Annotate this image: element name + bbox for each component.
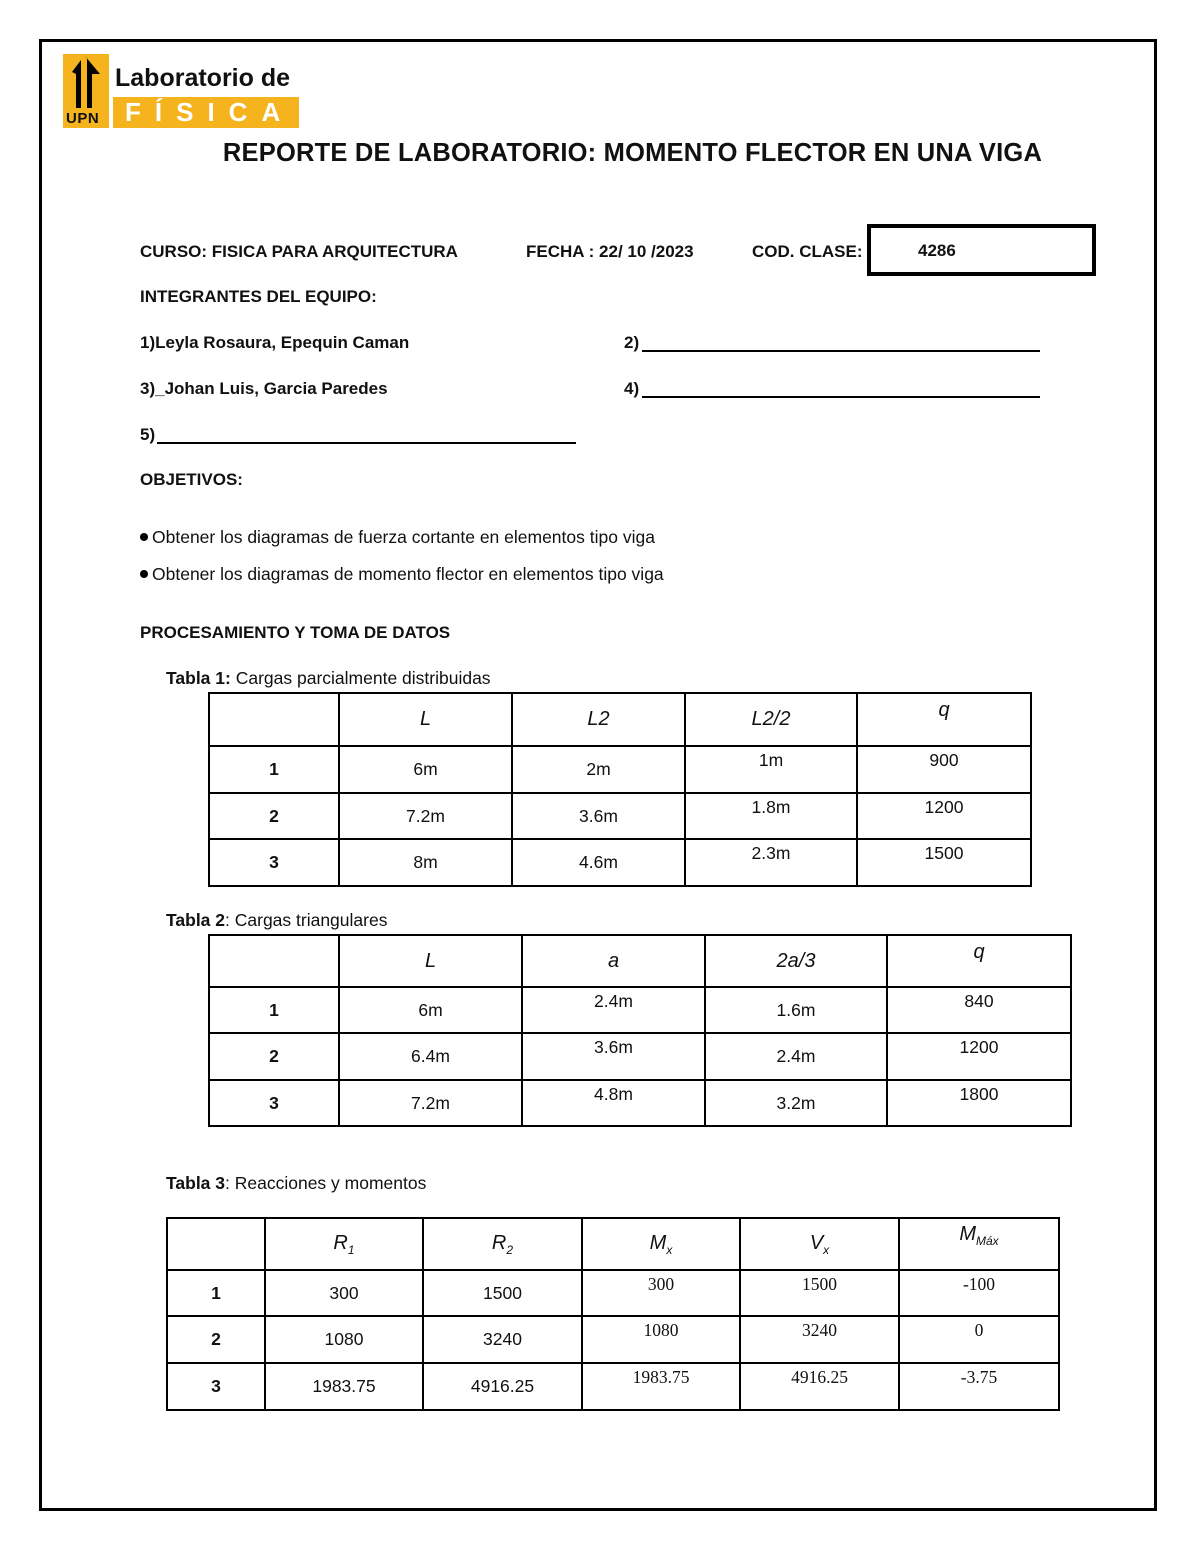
table-cell [582, 1363, 740, 1410]
cod-clase-box [867, 224, 1096, 276]
member-1: 1)Leyla Rosaura, Epequin Caman [140, 333, 410, 352]
member-5-line [157, 442, 576, 444]
table-cell-text: 1500 [802, 1273, 837, 1294]
table-cell-text: 900 [929, 750, 959, 770]
objective-2 [140, 564, 664, 585]
table-cell: 2m [512, 746, 685, 793]
table-cell-text: 4.8m [594, 1083, 633, 1104]
table2-header-cell [887, 935, 1071, 987]
table2 [208, 934, 1072, 1127]
table-row [167, 1316, 1059, 1363]
table-cell [887, 987, 1071, 1033]
table-cell-text: 1m [758, 750, 784, 770]
table1-caption-bold: Tabla 1: [166, 668, 231, 688]
row-number: 3 [209, 839, 339, 886]
table-cell-text: 3.6m [594, 1037, 633, 1057]
table3-header-cell [265, 1218, 423, 1270]
logo-mark [63, 54, 109, 128]
table-cell: 8m [339, 839, 512, 886]
table3-caption-text: : Reacciones y momentos [225, 1173, 427, 1193]
objective-1-text: Obtener los diagramas de fuerza cortante en elementos tipo viga [152, 527, 655, 547]
fecha-label: FECHA : 22/ 10 /2023 [526, 242, 694, 261]
table-cell: 6m [339, 987, 522, 1033]
table-cell [740, 1270, 899, 1316]
row-number: 1 [209, 746, 339, 793]
table-cell [740, 1363, 899, 1410]
member-2-line [642, 350, 1040, 352]
table1-header-cell [857, 693, 1031, 746]
table2-header-cell: a [522, 935, 705, 987]
logo-line1: Laboratorio de [115, 64, 291, 92]
table2-corner [209, 935, 339, 987]
team-label: INTEGRANTES DEL EQUIPO: [140, 287, 377, 306]
table-cell-text: -3.75 [960, 1367, 998, 1387]
row-number: 3 [209, 1080, 339, 1126]
table-cell-text: 1200 [959, 1037, 999, 1057]
objective-1 [140, 527, 655, 548]
table-row [209, 839, 1031, 886]
member-4-line [642, 396, 1040, 398]
row-number: 1 [209, 987, 339, 1033]
table-cell: 6.4m [339, 1033, 522, 1080]
table2-caption-bold: Tabla 2 [166, 910, 226, 930]
table-cell [740, 1316, 899, 1363]
table-cell-text: 4916.25 [791, 1367, 848, 1387]
header-main: M [649, 1231, 667, 1254]
table-cell: 1983.75 [265, 1363, 423, 1410]
table-cell [857, 839, 1031, 886]
table-cell-text: 0 [974, 1320, 984, 1340]
table3-caption [166, 1173, 426, 1194]
table1-header-cell: L [339, 693, 512, 746]
curso-label: CURSO: FISICA PARA ARQUITECTURA [140, 242, 458, 261]
row-number: 1 [167, 1270, 265, 1316]
table-cell [582, 1316, 740, 1363]
table2-header-row [209, 935, 1071, 987]
logo-upn: UPN [66, 110, 100, 127]
cod-clase-label: COD. CLASE: [752, 242, 863, 261]
table2-header-q: q [973, 940, 985, 963]
table1 [208, 692, 1032, 887]
table-cell [582, 1270, 740, 1316]
table-cell: 3.6m [512, 793, 685, 839]
table-row [209, 746, 1031, 793]
bullet-icon [140, 570, 148, 578]
table-cell: 6m [339, 746, 512, 793]
table-cell-text: 1983.75 [632, 1367, 690, 1387]
cod-clase-value: 4286 [918, 241, 956, 260]
table-cell: 300 [265, 1270, 423, 1316]
table-cell [899, 1270, 1059, 1316]
table3-header-row [167, 1218, 1059, 1270]
table1-caption-text: Cargas parcialmente distribuidas [230, 668, 491, 688]
table2-caption-text: : Cargas triangulares [225, 910, 388, 930]
row-number: 2 [209, 1033, 339, 1080]
table3-header-cell [740, 1218, 899, 1270]
header-sub: 2 [506, 1242, 514, 1257]
table-cell-text: 3240 [802, 1320, 837, 1340]
member-5-label: 5) [140, 425, 156, 444]
table-cell: 4.6m [512, 839, 685, 886]
header-sub: Máx [976, 1233, 999, 1248]
table-cell: 3.2m [705, 1080, 887, 1126]
upn-logo [63, 54, 303, 130]
header-main: V [809, 1231, 824, 1254]
table-cell [685, 746, 857, 793]
table-cell [522, 1033, 705, 1080]
row-number: 3 [167, 1363, 265, 1410]
table-cell [887, 1080, 1071, 1126]
table-cell: 1.6m [705, 987, 887, 1033]
table-cell [899, 1316, 1059, 1363]
table2-header-cell: L [339, 935, 522, 987]
table3 [166, 1217, 1060, 1411]
row-number: 2 [209, 793, 339, 839]
table1-header-q: q [938, 699, 950, 721]
table-cell: 7.2m [339, 1080, 522, 1126]
table2-header-cell: 2a/3 [705, 935, 887, 987]
processing-label: PROCESAMIENTO Y TOMA DE DATOS [140, 623, 451, 642]
report-title: REPORTE DE LABORATORIO: MOMENTO FLECTOR EN UNA VIGA [222, 139, 1043, 167]
table-cell-text: 840 [964, 990, 994, 1011]
table-cell-text: 1200 [924, 796, 964, 817]
table-cell [857, 793, 1031, 839]
table1-header-cell: L2 [512, 693, 685, 746]
table-cell: 1500 [423, 1270, 582, 1316]
header-sub: x [666, 1242, 673, 1257]
table1-header-row [209, 693, 1031, 746]
table-cell: 4916.25 [423, 1363, 582, 1410]
table-cell [522, 987, 705, 1033]
table-cell [685, 839, 857, 886]
table-row [167, 1270, 1059, 1316]
row-number: 2 [167, 1316, 265, 1363]
table2-caption [166, 910, 387, 931]
table1-corner [209, 693, 339, 746]
table-cell: 2.4m [705, 1033, 887, 1080]
header-sub: x [823, 1242, 830, 1257]
table-row [209, 1080, 1071, 1126]
table-row [209, 1033, 1071, 1080]
table-cell [899, 1363, 1059, 1410]
table-cell: 1080 [265, 1316, 423, 1363]
objective-2-text: Obtener los diagramas de momento flector en elementos tipo viga [152, 564, 664, 584]
table-cell-text: 2.4m [594, 990, 633, 1011]
table3-header-cell [899, 1218, 1059, 1270]
table3-header-cell [423, 1218, 582, 1270]
member-4-label: 4) [624, 379, 640, 398]
table-cell: 3240 [423, 1316, 582, 1363]
table-cell-text: 1500 [924, 843, 964, 863]
table-cell-text: -100 [962, 1273, 996, 1294]
table3-corner [167, 1218, 265, 1270]
header-sub: 1 [347, 1242, 355, 1257]
table-cell [857, 746, 1031, 793]
table-cell [685, 793, 857, 839]
table-cell-text: 1.8m [751, 796, 791, 817]
table-cell-text: 1080 [643, 1320, 679, 1340]
table1-header-cell: L2/2 [685, 693, 857, 746]
header-main: M [959, 1222, 976, 1245]
table1-caption [166, 668, 491, 689]
table-cell [522, 1080, 705, 1126]
table3-header-cell [582, 1218, 740, 1270]
table-cell-text: 2.3m [751, 843, 791, 863]
logo-line2: FÍSICA [113, 97, 299, 128]
table-row [209, 793, 1031, 839]
logo-arrow-icon [63, 54, 109, 114]
header-main: R [333, 1231, 348, 1254]
objectives-label: OBJETIVOS: [140, 470, 243, 489]
member-2-label: 2) [624, 333, 640, 352]
table-cell-text: 300 [647, 1273, 675, 1294]
table-row [209, 987, 1071, 1033]
table-row [167, 1363, 1059, 1410]
table3-caption-bold: Tabla 3 [166, 1173, 226, 1193]
table-cell: 7.2m [339, 793, 512, 839]
bullet-icon [140, 533, 148, 541]
table-cell [887, 1033, 1071, 1080]
member-3: 3)_Johan Luis, Garcia Paredes [140, 379, 388, 398]
header-main: R [491, 1231, 507, 1254]
table-cell-text: 1800 [959, 1083, 999, 1104]
